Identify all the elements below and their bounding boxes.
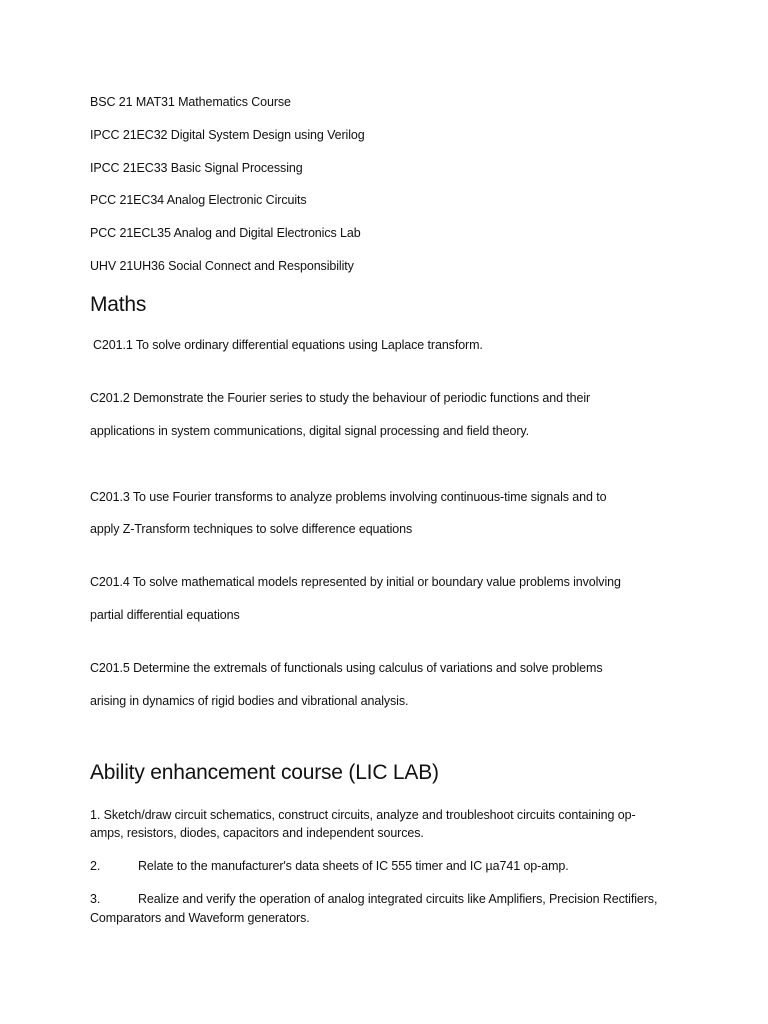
aec-item-2 [90, 857, 569, 875]
aec-item-3-text-line1: Realize and verify the operation of analog integrated circuits like Amplifiers, Precision Rectifiers, [138, 892, 658, 906]
aec-heading: Ability enhancement course (LIC LAB) [90, 761, 439, 784]
course-line: UHV 21UH36 Social Connect and Responsibility [90, 259, 354, 273]
aec-item-1: 1. Sketch/draw circuit schematics, construct circuits, analyze and troubleshoot circuits containing op-amps, resistors, diodes, capacitors and independent sources. [90, 808, 636, 840]
aec-item-3-number: 3. [90, 892, 101, 906]
outcome-c201-5-line1: C201.5 Determine the extremals of functionals using calculus of variations and solve problems [90, 661, 603, 675]
maths-heading: Maths [90, 293, 147, 316]
aec-item-3 [90, 890, 657, 908]
course-line: PCC 21EC34 Analog Electronic Circuits [90, 193, 307, 207]
course-line: BSC 21 MAT31 Mathematics Course [90, 95, 291, 109]
aec-item-3-text-line2: Comparators and Waveform generators. [90, 911, 310, 925]
outcome-c201-5-line2: arising in dynamics of rigid bodies and vibrational analysis. [90, 694, 409, 708]
outcome-c201-4-line1: C201.4 To solve mathematical models represented by initial or boundary value problems involving [90, 575, 621, 589]
outcome-c201-4-line2: partial differential equations [90, 608, 240, 622]
aec-item-2-number: 2. [90, 859, 101, 873]
outcome-c201-3-line1: C201.3 To use Fourier transforms to analyze problems involving continuous-time signals and to [90, 490, 607, 504]
aec-item-2-text: Relate to the manufacturer's data sheets of IC 555 timer and IC µa741 op-amp. [138, 859, 569, 873]
outcome-c201-1: C201.1 To solve ordinary differential equations using Laplace transform. [93, 338, 483, 352]
outcome-c201-2-line2: applications in system communications, digital signal processing and field theory. [90, 424, 530, 438]
outcome-c201-2-line1: C201.2 Demonstrate the Fourier series to study the behaviour of periodic functions and their [90, 391, 591, 405]
course-line: IPCC 21EC32 Digital System Design using Verilog [90, 128, 365, 142]
outcome-c201-3-line2: apply Z-Transform techniques to solve difference equations [90, 522, 413, 536]
course-line: IPCC 21EC33 Basic Signal Processing [90, 161, 303, 175]
course-line: PCC 21ECL35 Analog and Digital Electronics Lab [90, 226, 361, 240]
